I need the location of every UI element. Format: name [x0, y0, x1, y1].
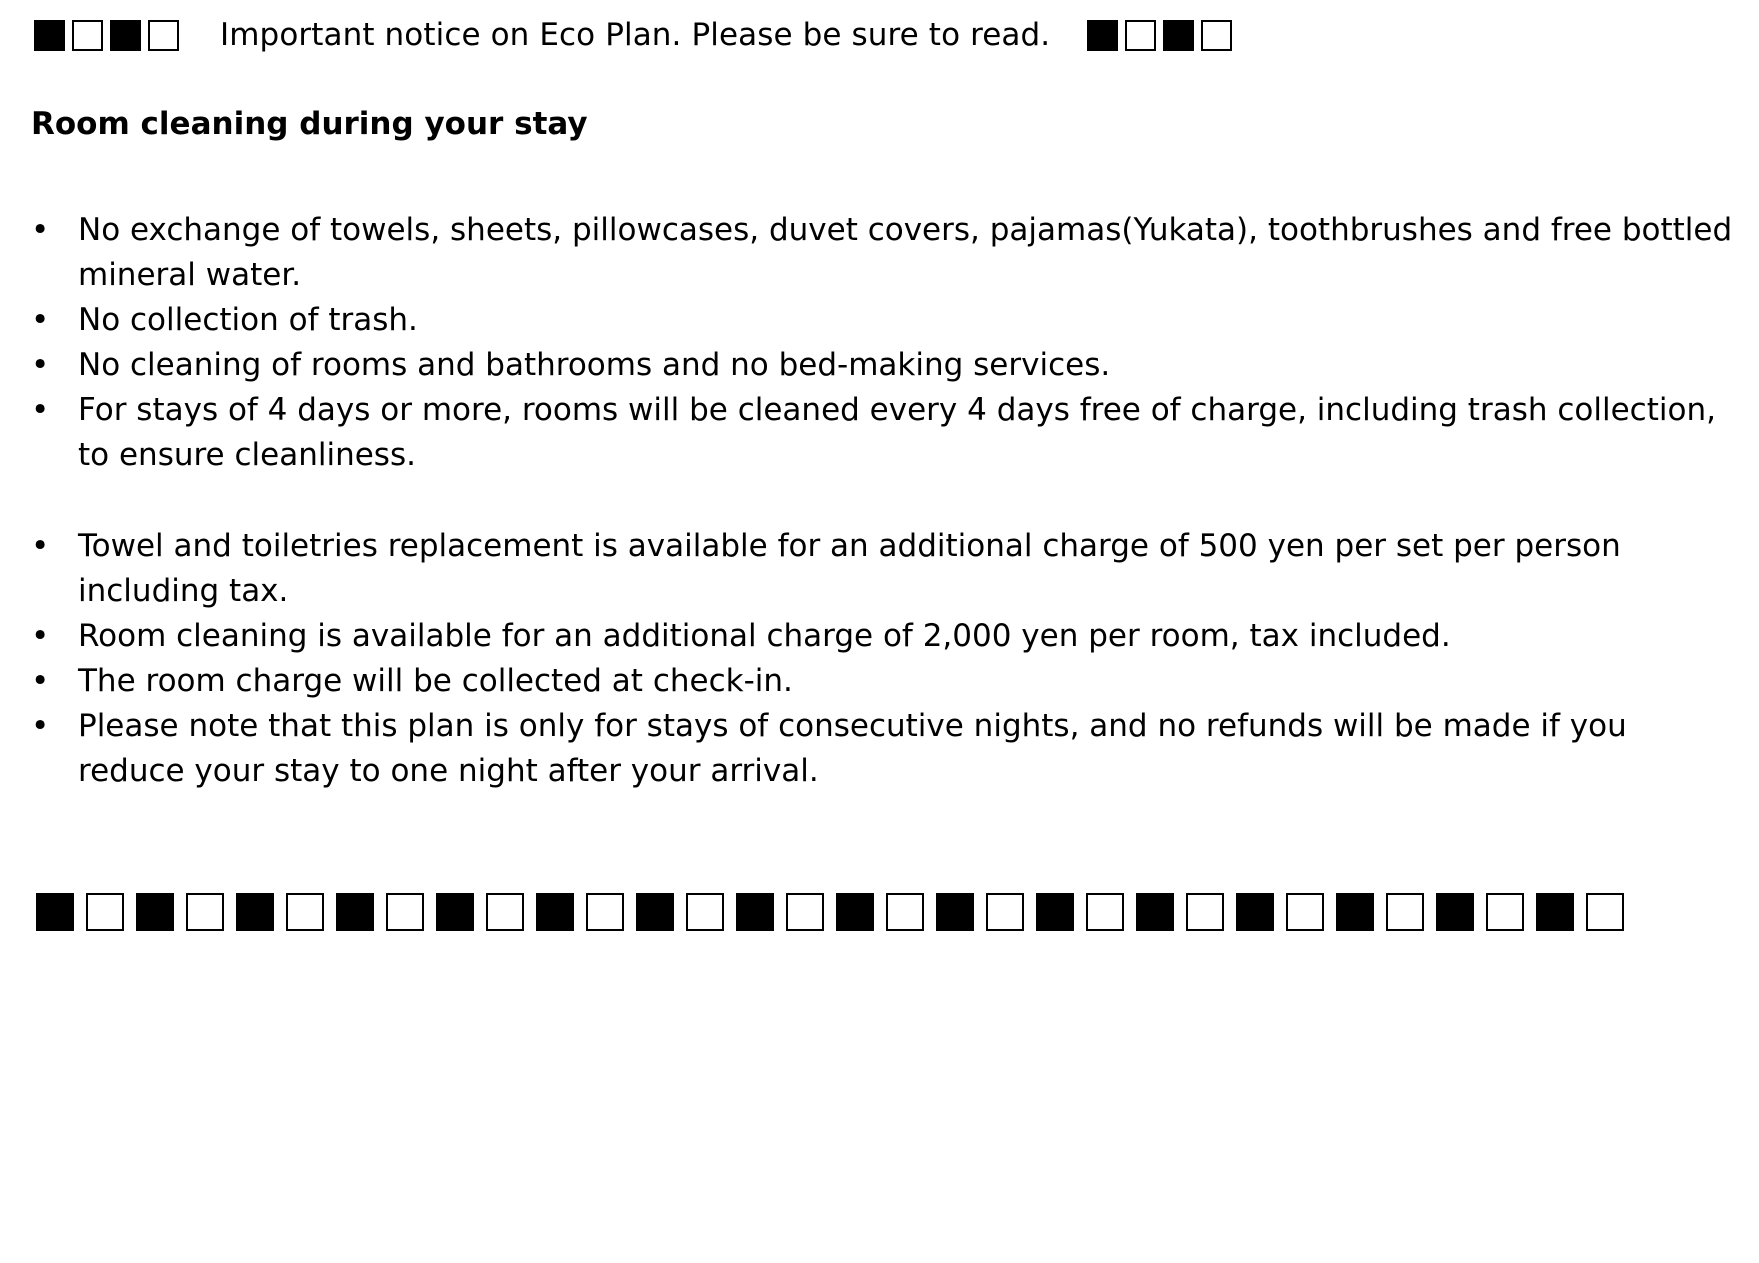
header-right-decoration [1087, 20, 1239, 51]
service-restrictions-list [31, 208, 1741, 478]
empty-square-icon [386, 893, 424, 931]
list-item-text: Room cleaning is available for an additional charge of 2,000 yen per room, tax included. [78, 618, 1451, 654]
notice-header [34, 17, 1239, 53]
additional-charges-list [31, 524, 1741, 794]
empty-square-icon [286, 893, 324, 931]
bullet-icon: • [31, 663, 50, 699]
empty-square-icon [786, 893, 824, 931]
empty-square-icon [1286, 893, 1324, 931]
list-item [31, 388, 1741, 478]
bullet-icon: • [31, 392, 50, 428]
filled-square-icon [1336, 893, 1374, 931]
header-left-decoration [34, 20, 186, 51]
filled-square-icon [1036, 893, 1074, 931]
list-item-text: Towel and toiletries replacement is available for an additional charge of 500 yen per set per person including tax. [78, 528, 1621, 609]
notice-title: Important notice on Eco Plan. Please be sure to read. [220, 17, 1051, 53]
list-item-text: The room charge will be collected at check-in. [78, 663, 793, 699]
empty-square-icon [886, 893, 924, 931]
empty-square-icon [586, 893, 624, 931]
list-item [31, 614, 1741, 659]
list-item [31, 298, 1741, 343]
list-item [31, 208, 1741, 298]
section-heading: Room cleaning during your stay [31, 106, 588, 142]
bullet-icon: • [31, 212, 50, 248]
empty-square-icon [1386, 893, 1424, 931]
filled-square-icon [34, 20, 65, 51]
filled-square-icon [1087, 20, 1118, 51]
list-item-text: Please note that this plan is only for stays of consecutive nights, and no refunds will be made if you reduce your stay to one night after your arrival. [78, 708, 1627, 789]
filled-square-icon [436, 893, 474, 931]
filled-square-icon [336, 893, 374, 931]
filled-square-icon [136, 893, 174, 931]
empty-square-icon [686, 893, 724, 931]
list-item-text: No exchange of towels, sheets, pillowcases, duvet covers, pajamas(Yukata), toothbrushes and free bottled mineral water. [78, 212, 1733, 293]
empty-square-icon [186, 893, 224, 931]
filled-square-icon [1436, 893, 1474, 931]
filled-square-icon [536, 893, 574, 931]
filled-square-icon [110, 20, 141, 51]
filled-square-icon [236, 893, 274, 931]
list-item [31, 659, 1741, 704]
empty-square-icon [1086, 893, 1124, 931]
list-item [31, 704, 1741, 794]
empty-square-icon [86, 893, 124, 931]
list-item-text: No cleaning of rooms and bathrooms and no bed-making services. [78, 347, 1111, 383]
list-item-text: For stays of 4 days or more, rooms will be cleaned every 4 days free of charge, including trash collection, to ensure cleanliness. [78, 392, 1716, 473]
empty-square-icon [486, 893, 524, 931]
empty-square-icon [148, 20, 179, 51]
filled-square-icon [1136, 893, 1174, 931]
bullet-icon: • [31, 708, 50, 744]
bullet-icon: • [31, 528, 50, 564]
empty-square-icon [1201, 20, 1232, 51]
empty-square-icon [1586, 893, 1624, 931]
filled-square-icon [36, 893, 74, 931]
filled-square-icon [1163, 20, 1194, 51]
filled-square-icon [736, 893, 774, 931]
filled-square-icon [836, 893, 874, 931]
empty-square-icon [986, 893, 1024, 931]
filled-square-icon [936, 893, 974, 931]
empty-square-icon [1486, 893, 1524, 931]
bullet-icon: • [31, 618, 50, 654]
filled-square-icon [1236, 893, 1274, 931]
bullet-icon: • [31, 347, 50, 383]
bullet-icon: • [31, 302, 50, 338]
footer-decoration [36, 893, 1636, 931]
list-item-text: No collection of trash. [78, 302, 418, 338]
filled-square-icon [1536, 893, 1574, 931]
filled-square-icon [636, 893, 674, 931]
list-item [31, 524, 1741, 614]
empty-square-icon [1186, 893, 1224, 931]
empty-square-icon [1125, 20, 1156, 51]
empty-square-icon [72, 20, 103, 51]
list-item [31, 343, 1741, 388]
